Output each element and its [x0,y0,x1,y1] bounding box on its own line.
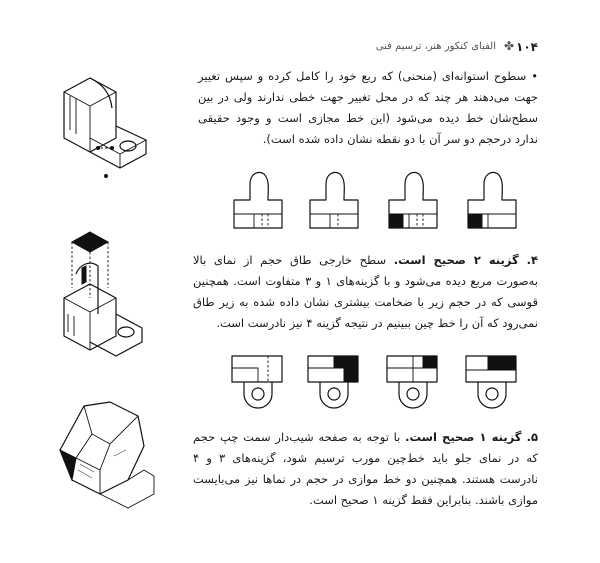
paragraph-text: سطوح استوانه‌ای (منحنی) که ربع خود را کامل کرده و سپس تغییر جهت می‌دهند هر چند که در محل تغییر جهت خطی ندارند ولی در بین سطح‌شان خط دیده می‌شود (این خط مجازی است و وجود حقیقی ندارد درحجم دو سر آن با دو نقطه نشان داده شده است). [198,69,538,146]
isometric-drawing-3 [54,398,164,518]
paragraph-answer-4 [193,250,538,334]
option-row-1 [228,170,523,235]
book-title: الفبای کنکور هنر، ترسیم فنی [375,41,496,52]
isometric-drawing-2 [50,228,160,358]
paragraph-curved-surfaces [198,66,538,150]
paragraph-text: سطح خارجی طاق حجم از نمای بالا به‌صورت مربع دیده می‌شود و با گزینه‌های ۱ و ۳ متفاوت است. همچنین قوسی که در حجم زیر با ضخامت بیشتری نشان داده شده به زیر طاق نمی‌رود که آن را خط چین ببینیم در نتیجه گزینه ۴ نیز نادرست است. [193,253,538,330]
paragraph-answer-5 [193,427,538,511]
option-row-2 [228,352,523,412]
header-ornament-icon: ✤ [503,39,514,53]
answer-heading: ۵. گزینه ۱ صحیح است. [405,430,538,444]
page-header [0,40,600,56]
page-number: ۱۰۴ [516,40,538,54]
answer-heading: ۴. گزینه ۲ صحیح است. [393,253,538,267]
option-view [234,172,282,228]
paragraph-text: با توجه به صفحه شیب‌دار سمت چپ حجم که در نمای جلو باید خط‌چین مورب ترسیم شود، گزینه‌های ۳ و ۴ نادرست هستند. همچنین دو خط موازی در حجم در نماها نیز می‌بایست موازی باشند. بنابراین فقط گزینه ۱ صحیح است. [193,430,538,507]
bullet: • [531,69,539,83]
isometric-drawing-1 [60,68,160,178]
